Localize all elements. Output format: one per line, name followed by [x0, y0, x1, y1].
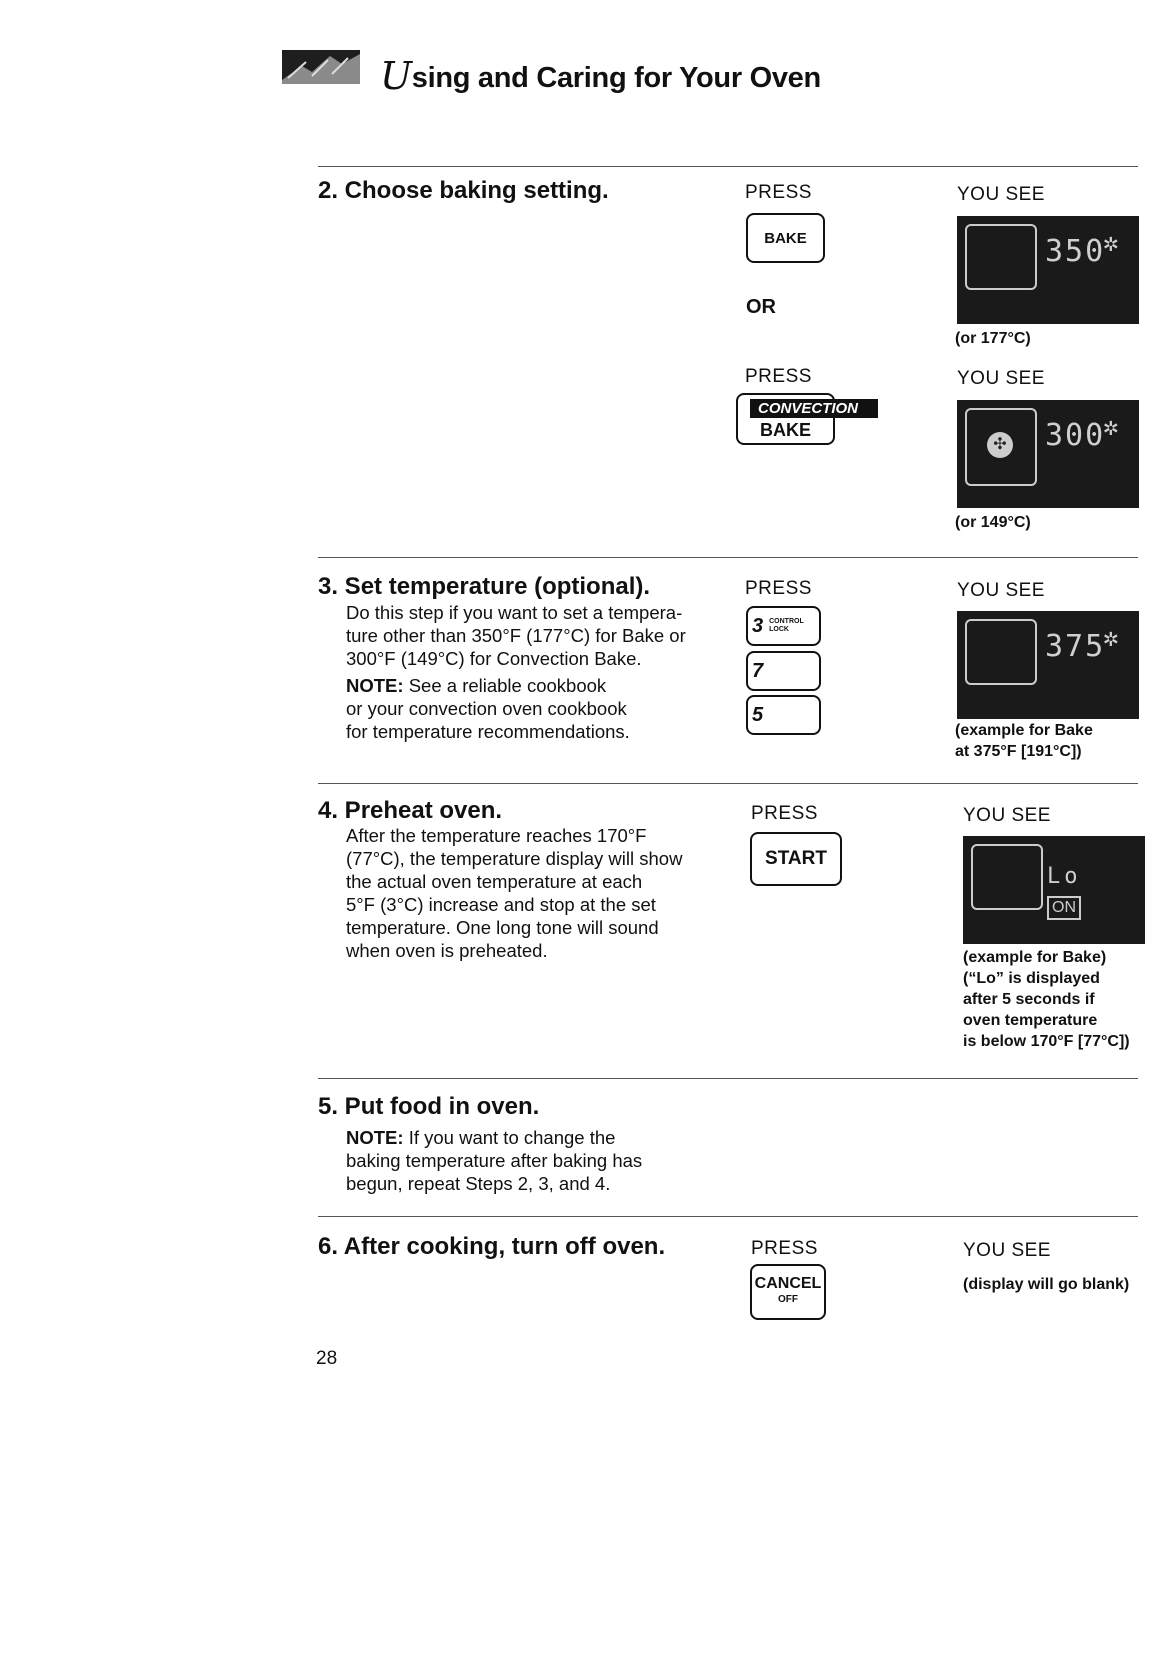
- you-see-label: YOU SEE: [957, 580, 1045, 601]
- press-label: PRESS: [745, 578, 812, 599]
- display-300: ✣ 300 ✲: [957, 400, 1139, 508]
- caption-blank: (display will go blank): [963, 1276, 1130, 1293]
- caption-375: (example for Bake at 375°F [191°C]): [955, 722, 1093, 760]
- step4-title: 4. Preheat oven.: [318, 797, 503, 824]
- step5-title: 5. Put food in oven.: [318, 1093, 540, 1120]
- step5-body: NOTE: If you want to change the baking temperature after baking has begun, repeat Steps 2, 3, and 4.: [346, 1127, 643, 1194]
- you-see-label: YOU SEE: [963, 1240, 1051, 1261]
- display-lo: Lo ON: [963, 836, 1145, 944]
- press-label: PRESS: [745, 182, 812, 203]
- cancel-off-button[interactable]: CANCEL OFF: [750, 1264, 826, 1320]
- step2-title: 2. Choose baking setting.: [318, 177, 609, 204]
- you-see-label: YOU SEE: [957, 368, 1045, 389]
- divider: [318, 166, 1138, 167]
- press-label: PRESS: [751, 1238, 818, 1259]
- caption-149c: (or 149°C): [955, 514, 1031, 531]
- fan-icon: ✣: [987, 432, 1013, 458]
- step3-body: Do this step if you want to set a tempera- ture other than 350°F (177°C) for Bake or 300°F (149°C) for Convection Bake. NOTE: See a reliable cookbook or your convection oven cookbook for temperature recommendations.: [346, 602, 686, 742]
- press-label: PRESS: [745, 366, 812, 387]
- step4-body: After the temperature reaches 170°F (77°C), the temperature display will show the actual oven temperature at each 5°F (3°C) increase and stop at the set temperature. One long tone will sound when oven is preheated.: [346, 825, 683, 961]
- caption-lo: (example for Bake) (“Lo” is displayed after 5 seconds if oven temperature is below 170°F [77°C]): [963, 949, 1130, 1050]
- bake-button[interactable]: BAKE: [746, 213, 825, 263]
- key-7[interactable]: 7: [746, 651, 821, 691]
- divider: [318, 783, 1138, 784]
- divider: [318, 557, 1138, 558]
- start-button[interactable]: START: [750, 832, 842, 886]
- caption-177c: (or 177°C): [955, 330, 1031, 347]
- convection-strip: CONVECTION: [750, 399, 878, 418]
- divider: [318, 1078, 1138, 1079]
- step6-title: 6. After cooking, turn off oven.: [318, 1233, 666, 1260]
- page-number: 28: [316, 1348, 338, 1369]
- page-title: Using and Caring for Your Oven: [380, 54, 821, 98]
- you-see-label: YOU SEE: [957, 184, 1045, 205]
- divider: [318, 1216, 1138, 1217]
- display-350: 350 ✲: [957, 216, 1139, 324]
- header-logo: [282, 50, 360, 84]
- convection-bake-button[interactable]: CONVECTION BAKE: [736, 393, 835, 445]
- display-375: 375 ✲: [957, 611, 1139, 719]
- you-see-label: YOU SEE: [963, 805, 1051, 826]
- step3-title: 3. Set temperature (optional).: [318, 573, 651, 600]
- key-5[interactable]: 5: [746, 695, 821, 735]
- press-label: PRESS: [751, 803, 818, 824]
- or-label: OR: [746, 296, 776, 318]
- key-3[interactable]: 3 CONTROL LOCK: [746, 606, 821, 646]
